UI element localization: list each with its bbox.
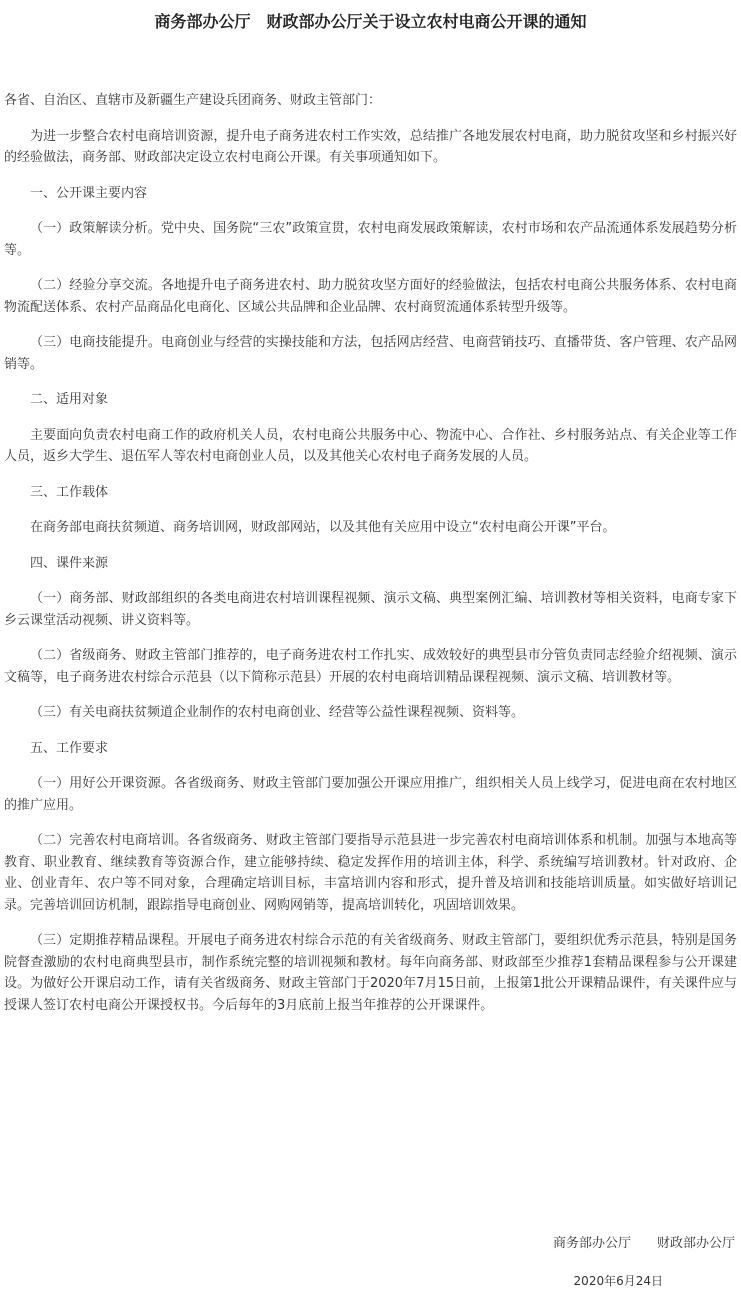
section-heading-requirements: 五、工作要求: [30, 740, 109, 756]
section1-item: （三）电商技能提升。电商创业与经营的实操技能和方法，包括网店经营、电商营销技巧、直播带货、客户管理、农产品网销等。: [4, 335, 737, 372]
section5-item: （二）完善农村电商培训。各省级商务、财政主管部门要指导示范县进一步完善农村电商培训体系和机制。加强与本地高等教育、职业教育、继续教育等资源合作，建立能够持续、稳定发挥作用的培训主体，科学、系统编写培训教材。针对政府、企业、创业青年、农户等不同对象，合理确定培训目标，丰富培训内容和形式，提升普及培训和技能培训质量。如实做好培训记录。完善培训回访机制，跟踪指导电商创业、网购网销等，提高培训转化，巩固培训效果。: [4, 833, 737, 913]
section-heading-content: 一、公开课主要内容: [30, 185, 148, 201]
issue-date: 2020年6月24日: [573, 1274, 663, 1288]
issuing-offices: 商务部办公厅 财政部办公厅: [552, 1236, 735, 1251]
section-heading-platform: 三、工作载体: [30, 484, 109, 500]
document-body: [4, 90, 737, 1030]
section-heading-audience: 二、适用对象: [30, 392, 109, 407]
section4-item: （二）省级商务、财政主管部门推荐的，电子商务进农村工作扎实、成效较好的典型县市分管负责同志经验介绍视频、演示文稿等，电子商务进农村综合示范县（以下简称示范县）开展的农村电商培训精品课程视频、演示文稿、培训教材等。: [4, 648, 737, 685]
section5-item: （三）定期推荐精品课程。开展电子商务进农村综合示范的有关省级商务、财政主管部门，要组织优秀示范县，特别是国务院督查激励的农村电商典型县市，制作系统完整的培训视频和教材。每年向商务部、财政部至少推荐1套精品课程参与公开课建设。为做好公开课启动工作，请有关省级商务、财政主管部门于2020年7月15日前，上报第1批公开课精品课件，有关课件应与授课人签订农村电商公开课授权书。今后每年的3月底前上报当年推荐的公开课课件。: [4, 933, 737, 1013]
section3-text: 在商务部电商扶贫频道、商务培训网，财政部网站，以及其他有关应用中设立“农村电商公开课”平台。: [30, 520, 616, 535]
section2-text: 主要面向负责农村电商工作的政府机关人员，农村电商公共服务中心、物流中心、合作社、乡村服务站点、有关企业等工作人员，返乡大学生、退伍军人等农村电商创业人员，以及其他关心农村电子商务发展的人员。: [4, 427, 737, 464]
section1-item: （二）经验分享交流。各地提升电子商务进农村、助力脱贫攻坚方面好的经验做法，包括农村电商公共服务体系、农村电商物流配送体系、农村产品商品化电商化、区域公共品牌和企业品牌、农村商贸流通体系转型升级等。: [4, 278, 737, 315]
section5-item: （一）用好公开课资源。各省级商务、财政主管部门要加强公开课应用推广，组织相关人员上线学习，促进电商在农村地区的推广应用。: [4, 776, 737, 813]
section4-item: （一）商务部、财政部组织的各类电商进农村培训课程视频、演示文稿、典型案例汇编、培训教材等相关资料，电商专家下乡云课堂活动视频、讲义资料等。: [4, 591, 737, 628]
intro-paragraph: 为进一步整合农村电商培训资源，提升电子商务进农村工作实效，总结推广各地发展农村电商，助力脱贫攻坚和乡村振兴好的经验做法，商务部、财政部决定设立农村电商公开课。有关事项通知如下。: [4, 128, 737, 165]
section-heading-sources: 四、课件来源: [30, 555, 109, 571]
section1-item: （一）政策解读分析。党中央、国务院“三农”政策宣贯，农村电商发展政策解读，农村市场和农产品流通体系发展趋势分析等。: [4, 221, 737, 258]
section4-item: （三）有关电商扶贫频道企业制作的农村电商创业、经营等公益性课程视频、资料等。: [30, 705, 525, 720]
document-title: 商务部办公厅 财政部办公厅关于设立农村电商公开课的通知: [154, 12, 587, 31]
addressee: 各省、自治区、直辖市及新疆生产建设兵团商务、财政主管部门：: [4, 93, 382, 108]
